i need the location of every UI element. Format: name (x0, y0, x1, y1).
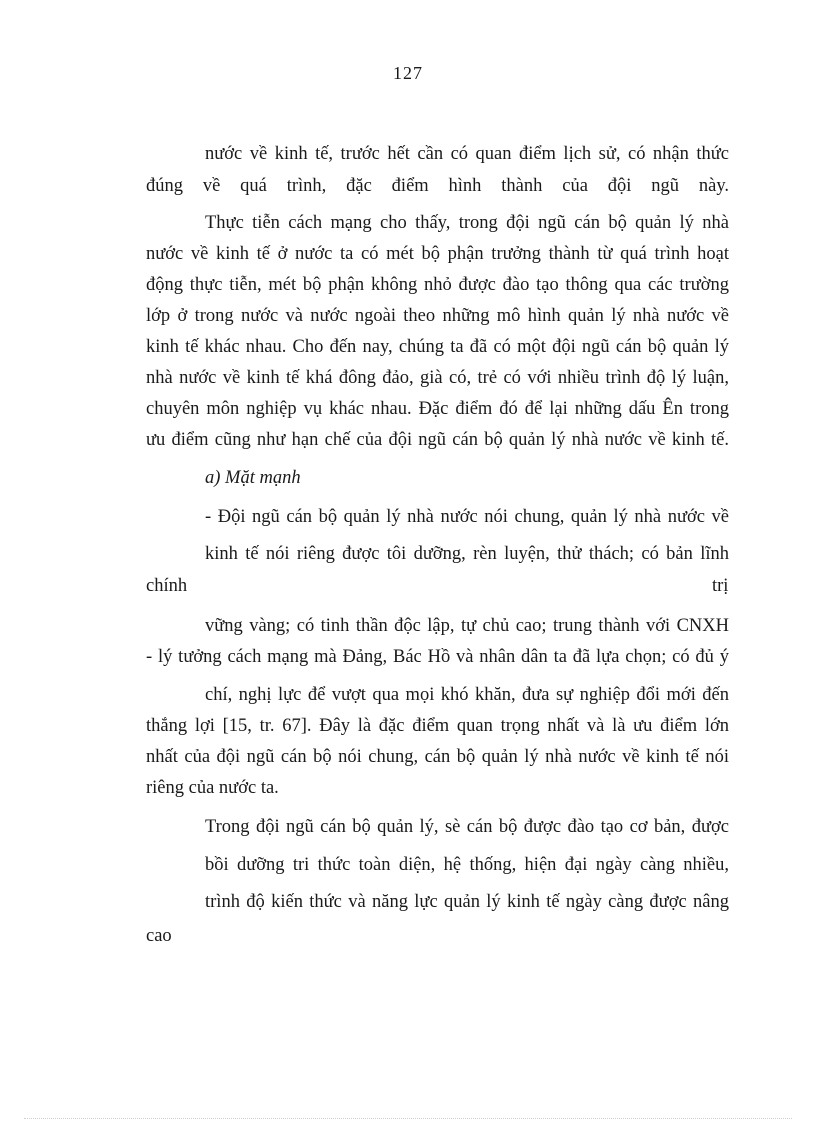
text-line: nhà nước về kinh tế khá đông đảo, già có, trẻ có với nhiều trình độ lý luận, (146, 368, 729, 388)
text-line: chí, nghị lực để vượt qua mọi khó khăn, đưa sự nghiệp đổi mới đến (205, 685, 729, 705)
text-line: chuyên môn nghiệp vụ khác nhau. Đặc điểm đó để lại những dấu Ên trong (146, 399, 729, 419)
text-line: - lý tưởng cách mạng mà Đảng, Bác Hồ và nhân dân ta đã lựa chọn; có đủ ý (146, 647, 729, 667)
text-line: ưu điểm cũng như hạn chế của đội ngũ cán bộ quản lý nhà nước về kinh tế. (146, 430, 729, 450)
page-number: 127 (393, 63, 423, 83)
text-line: kinh tế nói riêng được tôi dưỡng, rèn luyện, thử thách; có bản lĩnh (205, 544, 729, 564)
text-line: trị (712, 576, 729, 596)
text-line: nước về kinh tế ở nước ta có mét bộ phận trưởng thành từ quá trình hoạt (146, 244, 729, 264)
text-line: đúng về quá trình, đặc điểm hình thành của đội ngũ này. (146, 176, 729, 196)
text-line: trình độ kiến thức và năng lực quản lý kinh tế ngày càng được nâng (205, 892, 729, 912)
page-bottom-rule (24, 1118, 792, 1119)
text-line: - Đội ngũ cán bộ quản lý nhà nước nói chung, quản lý nhà nước về (205, 507, 729, 527)
text-line: chính (146, 576, 188, 596)
text-line: bồi dưỡng tri thức toàn diện, hệ thống, hiện đại ngày càng nhiều, (205, 855, 729, 875)
text-line: kinh tế khác nhau. Cho đến nay, chúng ta đã có một đội ngũ cán bộ quản lý (146, 337, 729, 357)
text-line: nhất của đội ngũ cán bộ nói chung, cán bộ quản lý nhà nước về kinh tế nói (146, 747, 729, 767)
text-line: thắng lợi [15, tr. 67]. Đây là đặc điểm quan trọng nhất và là ưu điểm lớn (146, 716, 729, 736)
text-line: lớp ở trong nước và nước ngoài theo những mô hình quản lý nhà nước về (146, 306, 729, 326)
text-line: vững vàng; có tinh thần độc lập, tự chủ cao; trung thành với CNXH (205, 616, 729, 636)
text-line: Trong đội ngũ cán bộ quản lý, sè cán bộ được đào tạo cơ bản, được (205, 817, 729, 837)
text-line: cao (146, 926, 172, 946)
section-heading: a) Mặt mạnh (205, 468, 301, 488)
text-line: Thực tiễn cách mạng cho thấy, trong đội ngũ cán bộ quản lý nhà (205, 213, 729, 233)
text-line: động thực tiễn, mét bộ phận không nhỏ được đào tạo thông qua các trường (146, 275, 729, 295)
text-line: nước về kinh tế, trước hết cần có quan điểm lịch sử, có nhận thức (205, 144, 729, 164)
text-line: riêng của nước ta. (146, 778, 279, 798)
